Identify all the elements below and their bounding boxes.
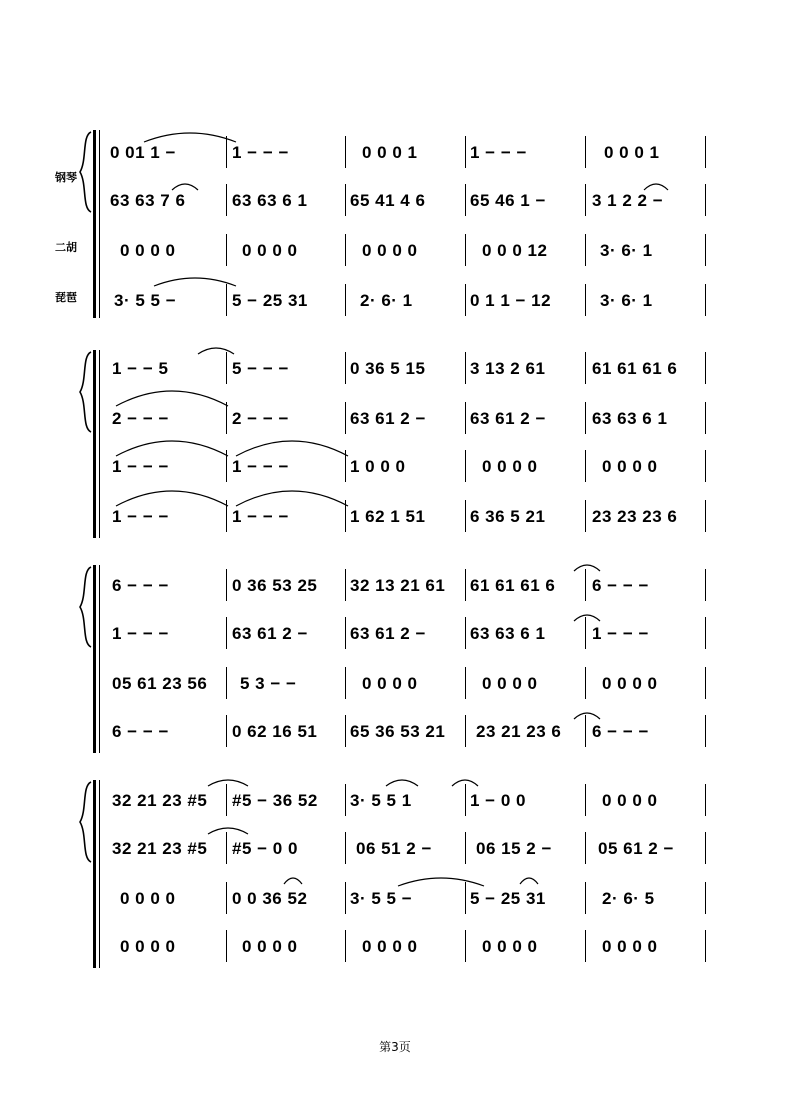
measure: 65 46 1 −	[470, 191, 546, 210]
measure: 3· 6· 1	[600, 241, 653, 260]
system-2	[0, 350, 790, 540]
slur	[112, 436, 232, 458]
measure: 1 − − 5	[112, 359, 169, 378]
barline	[465, 832, 466, 864]
barline	[705, 136, 706, 168]
measure: #5 − 0 0	[232, 839, 298, 858]
barline	[465, 667, 466, 699]
slur	[518, 874, 540, 886]
barline	[226, 569, 227, 601]
measure: 0 0 0 12	[482, 241, 548, 260]
measure: 65 41 4 6	[350, 191, 426, 210]
slur	[206, 824, 250, 836]
measure: 23 21 23 6	[476, 722, 562, 741]
measure: 0 0 0 0	[602, 937, 658, 956]
staff-row	[0, 788, 790, 814]
measure: 32 21 23 #5	[112, 839, 208, 858]
barline	[465, 784, 466, 816]
measure: 0 0 0 0	[362, 241, 418, 260]
measure: 0 0 0 0	[482, 674, 538, 693]
measure: 5 − 25 31	[232, 291, 308, 310]
measure: 0 0 0 0	[242, 937, 298, 956]
barline	[465, 617, 466, 649]
barline	[226, 882, 227, 914]
system-3	[0, 565, 790, 755]
barline	[705, 667, 706, 699]
slur	[572, 709, 602, 721]
measure: 63 63 6 1	[232, 191, 308, 210]
barline	[345, 569, 346, 601]
barline	[226, 667, 227, 699]
measure: 3 13 2 61	[470, 359, 546, 378]
barline	[226, 930, 227, 962]
barline	[585, 930, 586, 962]
barline	[345, 234, 346, 266]
measure: 1 − − −	[112, 507, 169, 526]
barline	[226, 715, 227, 747]
barline	[705, 617, 706, 649]
measure: 1 − − −	[592, 624, 649, 643]
measure: #5 − 36 52	[232, 791, 318, 810]
barline	[585, 882, 586, 914]
barline	[705, 500, 706, 532]
barline	[585, 234, 586, 266]
staff-row	[0, 621, 790, 647]
barline	[226, 617, 227, 649]
measure: 3 1 2 2 −	[592, 191, 664, 210]
barline	[465, 184, 466, 216]
measure: 0 36 53 25	[232, 576, 318, 595]
measure: 0 62 16 51	[232, 722, 318, 741]
measure: 0 0 0 1	[604, 143, 660, 162]
slur	[112, 486, 232, 508]
measure: 05 61 2 −	[598, 839, 674, 858]
staff-row	[0, 886, 790, 912]
staff-row	[0, 356, 790, 382]
barline	[465, 352, 466, 384]
barline	[345, 715, 346, 747]
barline	[705, 184, 706, 216]
barline	[705, 832, 706, 864]
slur	[642, 180, 670, 192]
staff-row	[0, 140, 790, 166]
measure: 5 − − −	[232, 359, 289, 378]
slur	[112, 386, 232, 408]
barline	[705, 930, 706, 962]
barline	[465, 569, 466, 601]
staff-row	[0, 671, 790, 697]
measure: 2· 6· 1	[360, 291, 413, 310]
slur	[232, 486, 352, 508]
measure: 1 0 0 0	[350, 457, 406, 476]
slur	[384, 776, 420, 788]
barline	[585, 832, 586, 864]
barline	[585, 784, 586, 816]
system-1	[0, 130, 790, 330]
slur	[150, 274, 240, 288]
measure: 0 0 0 0	[482, 937, 538, 956]
measure: 6 36 5 21	[470, 507, 546, 526]
measure: 05 61 23 56	[112, 674, 208, 693]
slur	[206, 776, 250, 788]
measure: 23 23 23 6	[592, 507, 678, 526]
barline	[705, 569, 706, 601]
measure: 1 − − −	[232, 457, 289, 476]
barline	[345, 184, 346, 216]
barline	[345, 617, 346, 649]
barline	[465, 402, 466, 434]
measure: 65 36 53 21	[350, 722, 446, 741]
barline	[345, 930, 346, 962]
barline	[585, 569, 586, 601]
measure: 61 61 61 6	[592, 359, 678, 378]
barline	[585, 284, 586, 316]
measure: 0 1 1 − 12	[470, 291, 552, 310]
measure: 0 36 5 15	[350, 359, 426, 378]
measure: 1 62 1 51	[350, 507, 426, 526]
measure: 0 01 1 −	[110, 143, 176, 162]
measure: 0 0 0 0	[602, 674, 658, 693]
measure: 63 61 2 −	[350, 624, 426, 643]
measure: 1 − 0 0	[470, 791, 526, 810]
barline	[465, 234, 466, 266]
measure: 5 − 25 31	[470, 889, 546, 908]
measure: 1 − − −	[470, 143, 527, 162]
measure: 1 − − −	[112, 624, 169, 643]
slur	[396, 874, 486, 888]
barline	[465, 284, 466, 316]
barline	[345, 136, 346, 168]
staff-row	[0, 934, 790, 960]
slur	[572, 561, 602, 573]
measure: 0 0 0 0	[362, 937, 418, 956]
staff-row	[0, 238, 790, 264]
measure: 6 − − −	[592, 576, 649, 595]
barline	[345, 284, 346, 316]
barline	[585, 136, 586, 168]
measure: 0 0 0 0	[482, 457, 538, 476]
barline	[705, 352, 706, 384]
measure: 63 61 2 −	[470, 409, 546, 428]
measure: 0 0 0 0	[602, 457, 658, 476]
slur	[572, 611, 602, 623]
slur	[170, 180, 200, 192]
measure: 6 − − −	[112, 576, 169, 595]
measure: 63 61 2 −	[350, 409, 426, 428]
staff-row	[0, 188, 790, 214]
measure: 6 − − −	[592, 722, 649, 741]
barline	[345, 352, 346, 384]
barline	[226, 352, 227, 384]
staff-row	[0, 719, 790, 745]
barline	[705, 715, 706, 747]
measure: 0 0 0 0	[242, 241, 298, 260]
measure: 3· 5 5 −	[350, 889, 413, 908]
barline	[226, 284, 227, 316]
measure: 0 0 0 0	[602, 791, 658, 810]
barline	[345, 784, 346, 816]
staff-row	[0, 573, 790, 599]
measure: 3· 5 5 1	[350, 791, 412, 810]
measure: 63 61 2 −	[232, 624, 308, 643]
measure: 63 63 6 1	[470, 624, 546, 643]
measure: 63 63 6 1	[592, 409, 668, 428]
measure: 0 0 0 0	[120, 937, 176, 956]
measure: 3· 6· 1	[600, 291, 653, 310]
barline	[226, 832, 227, 864]
barline	[585, 500, 586, 532]
barline	[585, 184, 586, 216]
system-4	[0, 780, 790, 970]
barline	[705, 450, 706, 482]
barline	[345, 882, 346, 914]
slur	[232, 436, 352, 458]
instrument-label-piano: 钢琴	[55, 171, 77, 184]
barline	[705, 882, 706, 914]
staff-row	[0, 406, 790, 432]
barline	[465, 715, 466, 747]
measure: 06 15 2 −	[476, 839, 552, 858]
measure: 1 − − −	[232, 143, 289, 162]
measure: 1 − − −	[112, 457, 169, 476]
barline	[465, 136, 466, 168]
measure: 1 − − −	[232, 507, 289, 526]
page-number: 第3页	[379, 1040, 411, 1054]
staff-row	[0, 288, 790, 314]
barline	[226, 784, 227, 816]
measure: 5 3 − −	[240, 674, 297, 693]
measure: 6 − − −	[112, 722, 169, 741]
slur	[140, 130, 240, 144]
measure: 06 51 2 −	[356, 839, 432, 858]
measure: 0 0 0 1	[362, 143, 418, 162]
measure: 2 − − −	[232, 409, 289, 428]
barline	[345, 667, 346, 699]
barline	[465, 930, 466, 962]
measure: 0 0 36 52	[232, 889, 308, 908]
measure: 61 61 61 6	[470, 576, 556, 595]
measure: 0 0 0 0	[362, 674, 418, 693]
slur	[196, 344, 236, 356]
measure: 32 13 21 61	[350, 576, 446, 595]
measure: 0 0 0 0	[120, 889, 176, 908]
barline	[585, 352, 586, 384]
measure: 3· 5 5 −	[114, 291, 177, 310]
barline	[705, 784, 706, 816]
barline	[465, 450, 466, 482]
measure: 0 0 0 0	[120, 241, 176, 260]
barline	[226, 234, 227, 266]
barline	[585, 402, 586, 434]
barline	[585, 450, 586, 482]
barline	[345, 402, 346, 434]
barline	[465, 500, 466, 532]
barline	[705, 284, 706, 316]
measure: 32 21 23 #5	[112, 791, 208, 810]
barline	[585, 667, 586, 699]
instrument-label-erhu: 二胡	[55, 241, 77, 254]
barline	[226, 184, 227, 216]
barline	[345, 832, 346, 864]
barline	[705, 234, 706, 266]
instrument-label-pipa: 琵琶	[55, 291, 77, 304]
slur	[450, 776, 480, 788]
slur	[282, 874, 304, 886]
measure: 2· 6· 5	[602, 889, 655, 908]
measure: 63 63 7 6	[110, 191, 186, 210]
staff-row	[0, 836, 790, 862]
barline	[705, 402, 706, 434]
measure: 2 − − −	[112, 409, 169, 428]
